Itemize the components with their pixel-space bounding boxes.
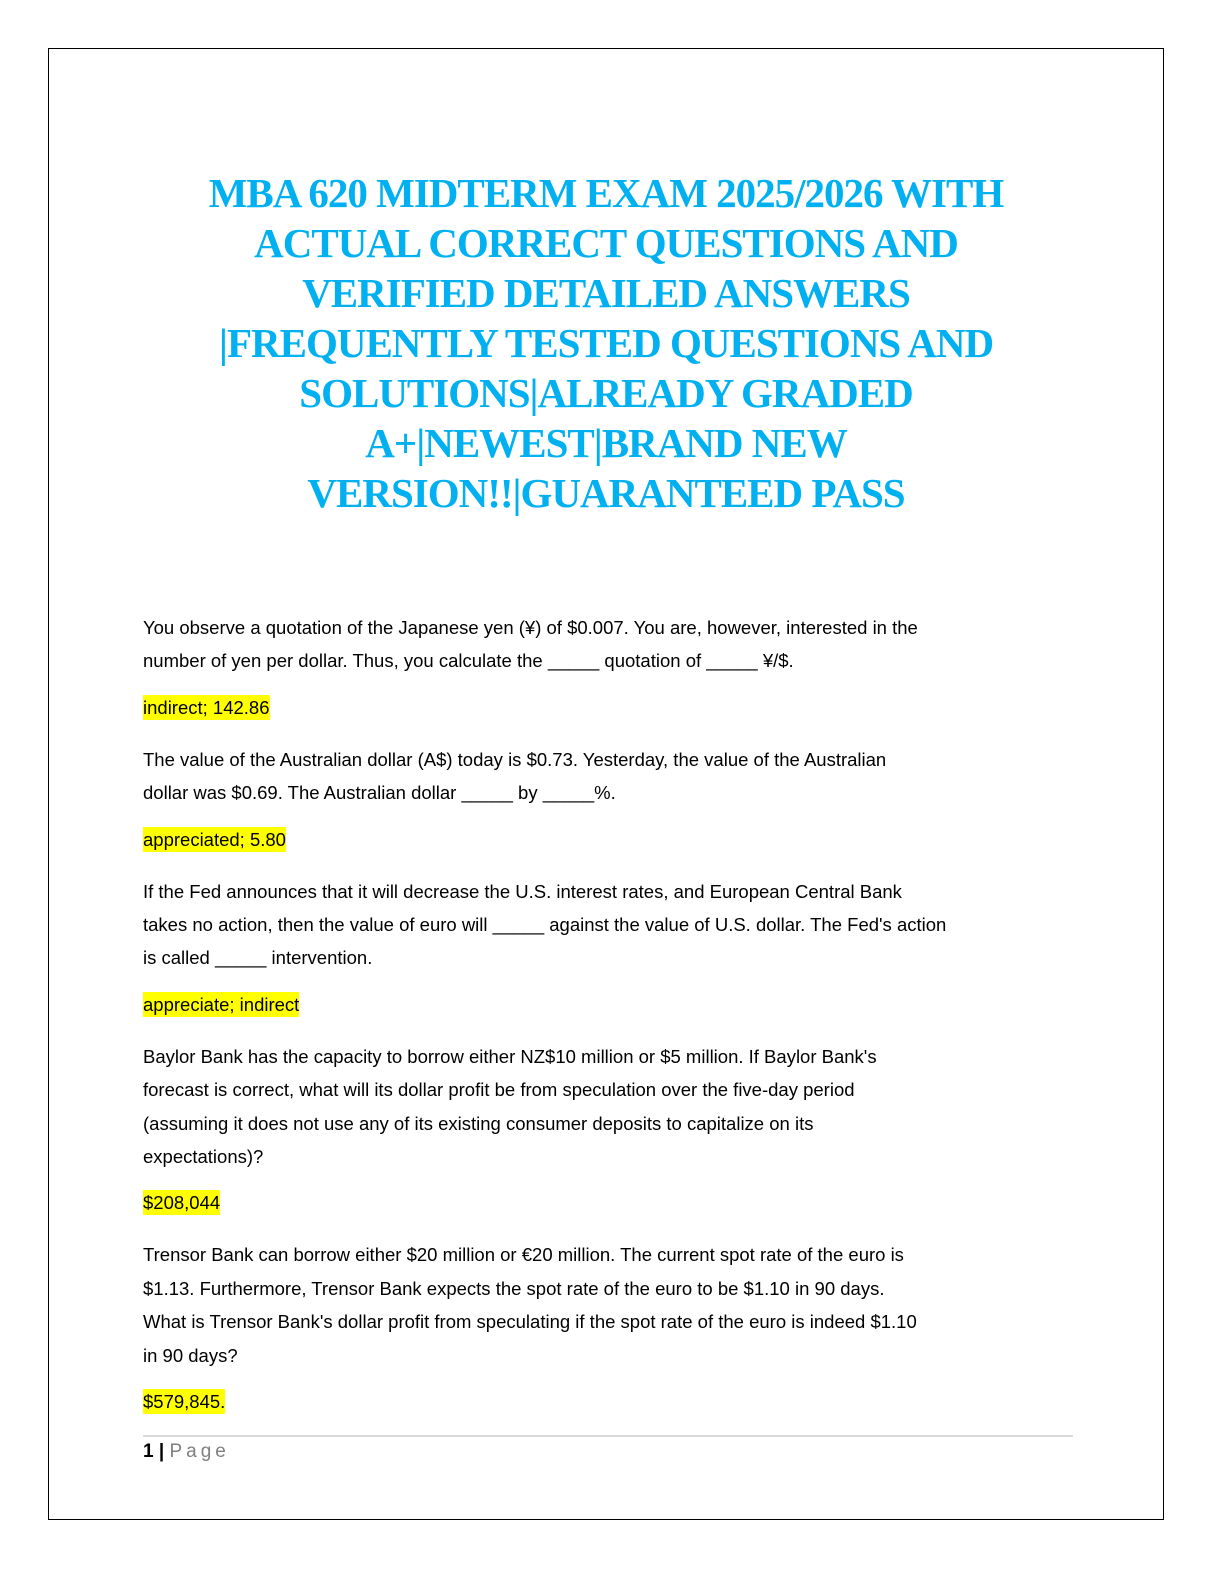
answer (143, 1388, 1083, 1416)
page-number: 1 (143, 1441, 154, 1462)
answer-highlight: appreciated; 5.80 (143, 828, 286, 850)
question-line: takes no action, then the value of euro will _____ against the value of U.S. dollar. The Fed's action (143, 914, 947, 936)
question (143, 611, 1083, 678)
question-line: $1.13. Furthermore, Trensor Bank expects the spot rate of the euro to be $1.10 in 90 days. (143, 1277, 885, 1299)
page-footer (143, 1441, 230, 1463)
document-title (0, 168, 1212, 518)
footer-separator: | (158, 1441, 165, 1462)
question-line: forecast is correct, what will its dollar profit be from speculation over the five-day period (143, 1079, 855, 1101)
answer (143, 826, 1083, 854)
question-line: The value of the Australian dollar (A$) today is $0.73. Yesterday, the value of the Australian (143, 748, 887, 770)
answer-highlight: appreciate; indirect (143, 993, 300, 1015)
question-line: What is Trensor Bank's dollar profit from speculating if the spot rate of the euro is indeed $1.10 (143, 1311, 917, 1333)
question-line: Baylor Bank has the capacity to borrow either NZ$10 million or $5 million. If Baylor Bank's (143, 1045, 877, 1067)
question-line: Trensor Bank can borrow either $20 million or €20 million. The current spot rate of the euro is (143, 1244, 904, 1266)
qa-list (143, 611, 1083, 1437)
footer-divider (143, 1435, 1073, 1437)
answer (143, 694, 1083, 722)
question (143, 743, 1083, 810)
question-line: You observe a quotation of the Japanese yen (¥) of $0.007. You are, however, interested in the (143, 617, 918, 638)
title-line: ACTUAL CORRECT QUESTIONS AND (254, 220, 958, 266)
title-line: VERSION!!|GUARANTEED PASS (307, 470, 905, 516)
answer-highlight: $579,845. (143, 1391, 226, 1413)
title-line: |FREQUENTLY TESTED QUESTIONS AND (218, 320, 994, 366)
page-label: Page (169, 1441, 230, 1462)
title-line: MBA 620 MIDTERM EXAM 2025/2026 WITH (208, 170, 1004, 216)
title-line: VERIFIED DETAILED ANSWERS (302, 270, 910, 316)
question-line: number of yen per dollar. Thus, you calculate the _____ quotation of _____ ¥/$. (143, 650, 794, 672)
title-line: SOLUTIONS|ALREADY GRADED (299, 370, 913, 416)
answer (143, 1189, 1083, 1217)
answer (143, 991, 1083, 1019)
question (143, 1238, 1083, 1372)
question (143, 875, 1083, 975)
question (143, 1040, 1083, 1174)
title-line: A+|NEWEST|BRAND NEW (365, 420, 847, 466)
question-line: If the Fed announces that it will decrease the U.S. interest rates, and European Central Bank (143, 880, 902, 902)
question-line: expectations)? (143, 1146, 264, 1168)
question-line: is called _____ intervention. (143, 947, 373, 969)
question-line: dollar was $0.69. The Australian dollar _____ by _____%. (143, 782, 616, 804)
question-line: (assuming it does not use any of its existing consumer deposits to capitalize on its (143, 1112, 814, 1134)
question-line: in 90 days? (143, 1344, 238, 1366)
answer-highlight: indirect; 142.86 (143, 696, 270, 718)
answer-highlight: $208,044 (143, 1192, 221, 1214)
